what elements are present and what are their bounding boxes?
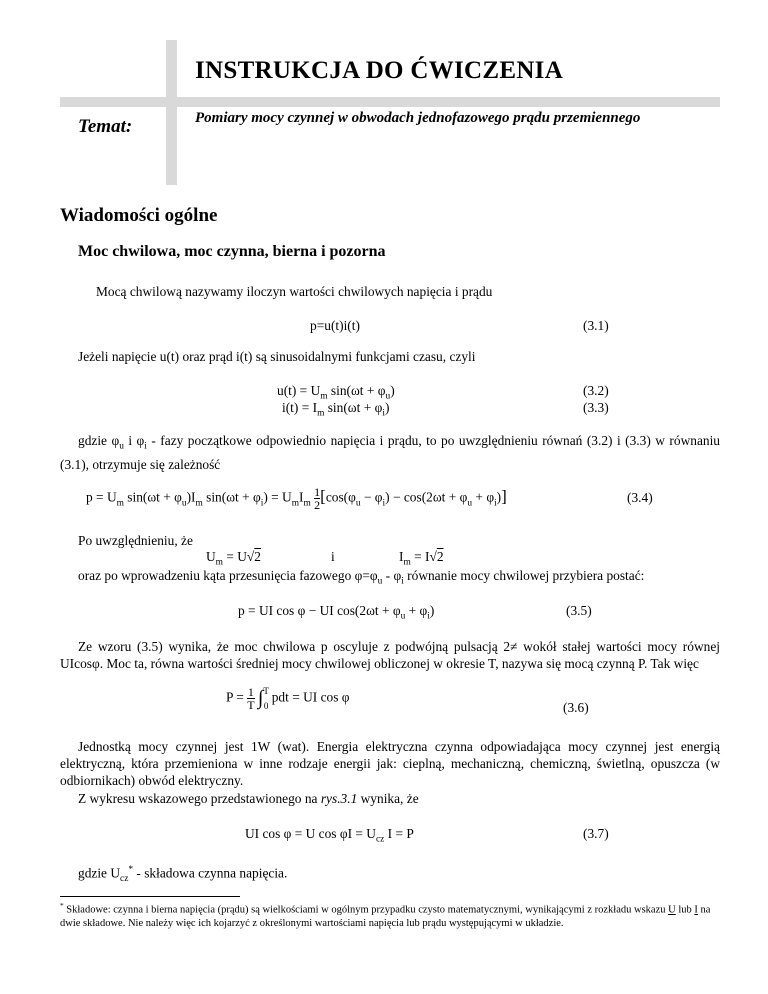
paragraph-8: Z wykresu wskazowego przedstawionego na rys.3.1 wynika, że <box>78 791 419 806</box>
header-vertical-bar <box>166 40 177 185</box>
equation-3-5: p = UI cos φ − UI $\cos(2\omega t + \varphi_u + \varphi_i)$ <box>238 603 435 622</box>
equation-3-1: p=u(t)i(t) <box>310 318 360 333</box>
equation-3-7: UI cos φ = U $\cos \varphi I = U_{cz}$ I = P <box>245 826 414 845</box>
equation-conjunction: i <box>331 549 335 564</box>
equation-im: $I_m = I√2$ <box>399 549 444 568</box>
equation-number-3-7: (3.7) <box>583 826 609 841</box>
section-heading: Wiadomości ogólne <box>60 205 218 226</box>
equation-3-3: $i(t) = I_m$ $\sin(\omega t + \varphi_i)$ <box>282 400 390 419</box>
equation-um: $U_m = U√2$ <box>206 549 261 568</box>
paragraph-4: Po uwzględnieniu, że <box>78 533 193 548</box>
paragraph-7: Jednostką mocy czynnej jest 1W (wat). Energia elektryczna czynna odpowiadająca mocy czynnej jest energią elektryczną, która przemieniona w inne rodzaje energii jak: cieplną, mechaniczną, chemiczną, świetlną, opuszcza (w odbiornikach) obwód elektryczny. <box>60 739 720 788</box>
equation-number-3-4: (3.4) <box>627 490 653 505</box>
equation-number-3-3: (3.3) <box>583 400 609 415</box>
paragraph-3: gdzie $\varphi_u$ i $\varphi_i$ - fazy początkowe odpowiednio napięcia i prądu, to po uwzględnieniu równań (3.2) i (3.3) w równaniu (3.1), otrzymuje się zależność <box>60 433 720 472</box>
header-horizontal-bar <box>60 97 720 107</box>
equation-number-3-2: (3.2) <box>583 383 609 398</box>
equation-number-3-5: (3.5) <box>566 603 592 618</box>
footnote: * Składowe: czynna i bierna napięcia (prądu) są wielkościami w ogólnym przypadku czysto matematycznymi, wynikającymi z rozkładu wskazu U lub I na dwie składowe. Nie należy więc ich kojarzyć z określonymi wartościami napięcia lub prądu występującymi w układzie. <box>60 901 711 929</box>
subject-text: Pomiary mocy czynnej w obwodach jednofazowego prądu przemiennego <box>195 110 641 126</box>
equation-3-2: $u(t) = U_m$ $\sin(\omega t + \varphi_u)$ <box>277 383 395 402</box>
equation-number-3-1: (3.1) <box>583 318 609 333</box>
paragraph-5: oraz po wprowadzeniu kąta przesunięcia fazowego $\varphi=\varphi_u - \varphi_i$ równanie mocy chwilowej przybiera postać: <box>78 568 645 587</box>
equation-number-3-6: (3.6) <box>563 700 589 715</box>
subsection-heading: Moc chwilowa, moc czynna, bierna i pozorna <box>78 243 386 260</box>
footnote-mark: * <box>60 901 64 910</box>
footnote-separator <box>60 896 240 897</box>
paragraph-2: Jeżeli napięcie u(t) oraz prąd i(t) są sinusoidalnymi funkcjami czasu, czyli <box>78 349 476 364</box>
document-title: INSTRUKCJA DO ĆWICZENIA <box>195 57 564 84</box>
temat-label: Temat: <box>78 116 133 137</box>
paragraph-9: gdzie $U_{cz}^*$ - składowa czynna napięcia. <box>78 865 288 885</box>
paragraph-6: Ze wzoru (3.5) wynika, że moc chwilowa p oscyluje z podwójną pulsacją 2≠ wokół stałej wartości mocy równej UIcosφ. Moc ta, równa wartości średniej mocy chwilowej obliczonej w okresie T, nazywa się mocą czynną P. Tak więc <box>60 639 720 671</box>
equation-3-6: P = $\frac{1}{T}$ ∫$^T$0 pdt = UI cos φ <box>226 685 350 712</box>
paragraph-1: Mocą chwilową nazywamy iloczyn wartości chwilowych napięcia i prądu <box>96 284 493 299</box>
equation-3-4: $p = U_m$ $\sin(\omega t + \varphi_u)I_m$ $\sin(\omega t + \varphi_i) = U_mI_m$ $\frac{1}{2}$ $[\cos(\varphi_u - \varphi_i) - \cos(2\omega t + \varphi_u + \varphi_i)]$ <box>86 485 507 512</box>
